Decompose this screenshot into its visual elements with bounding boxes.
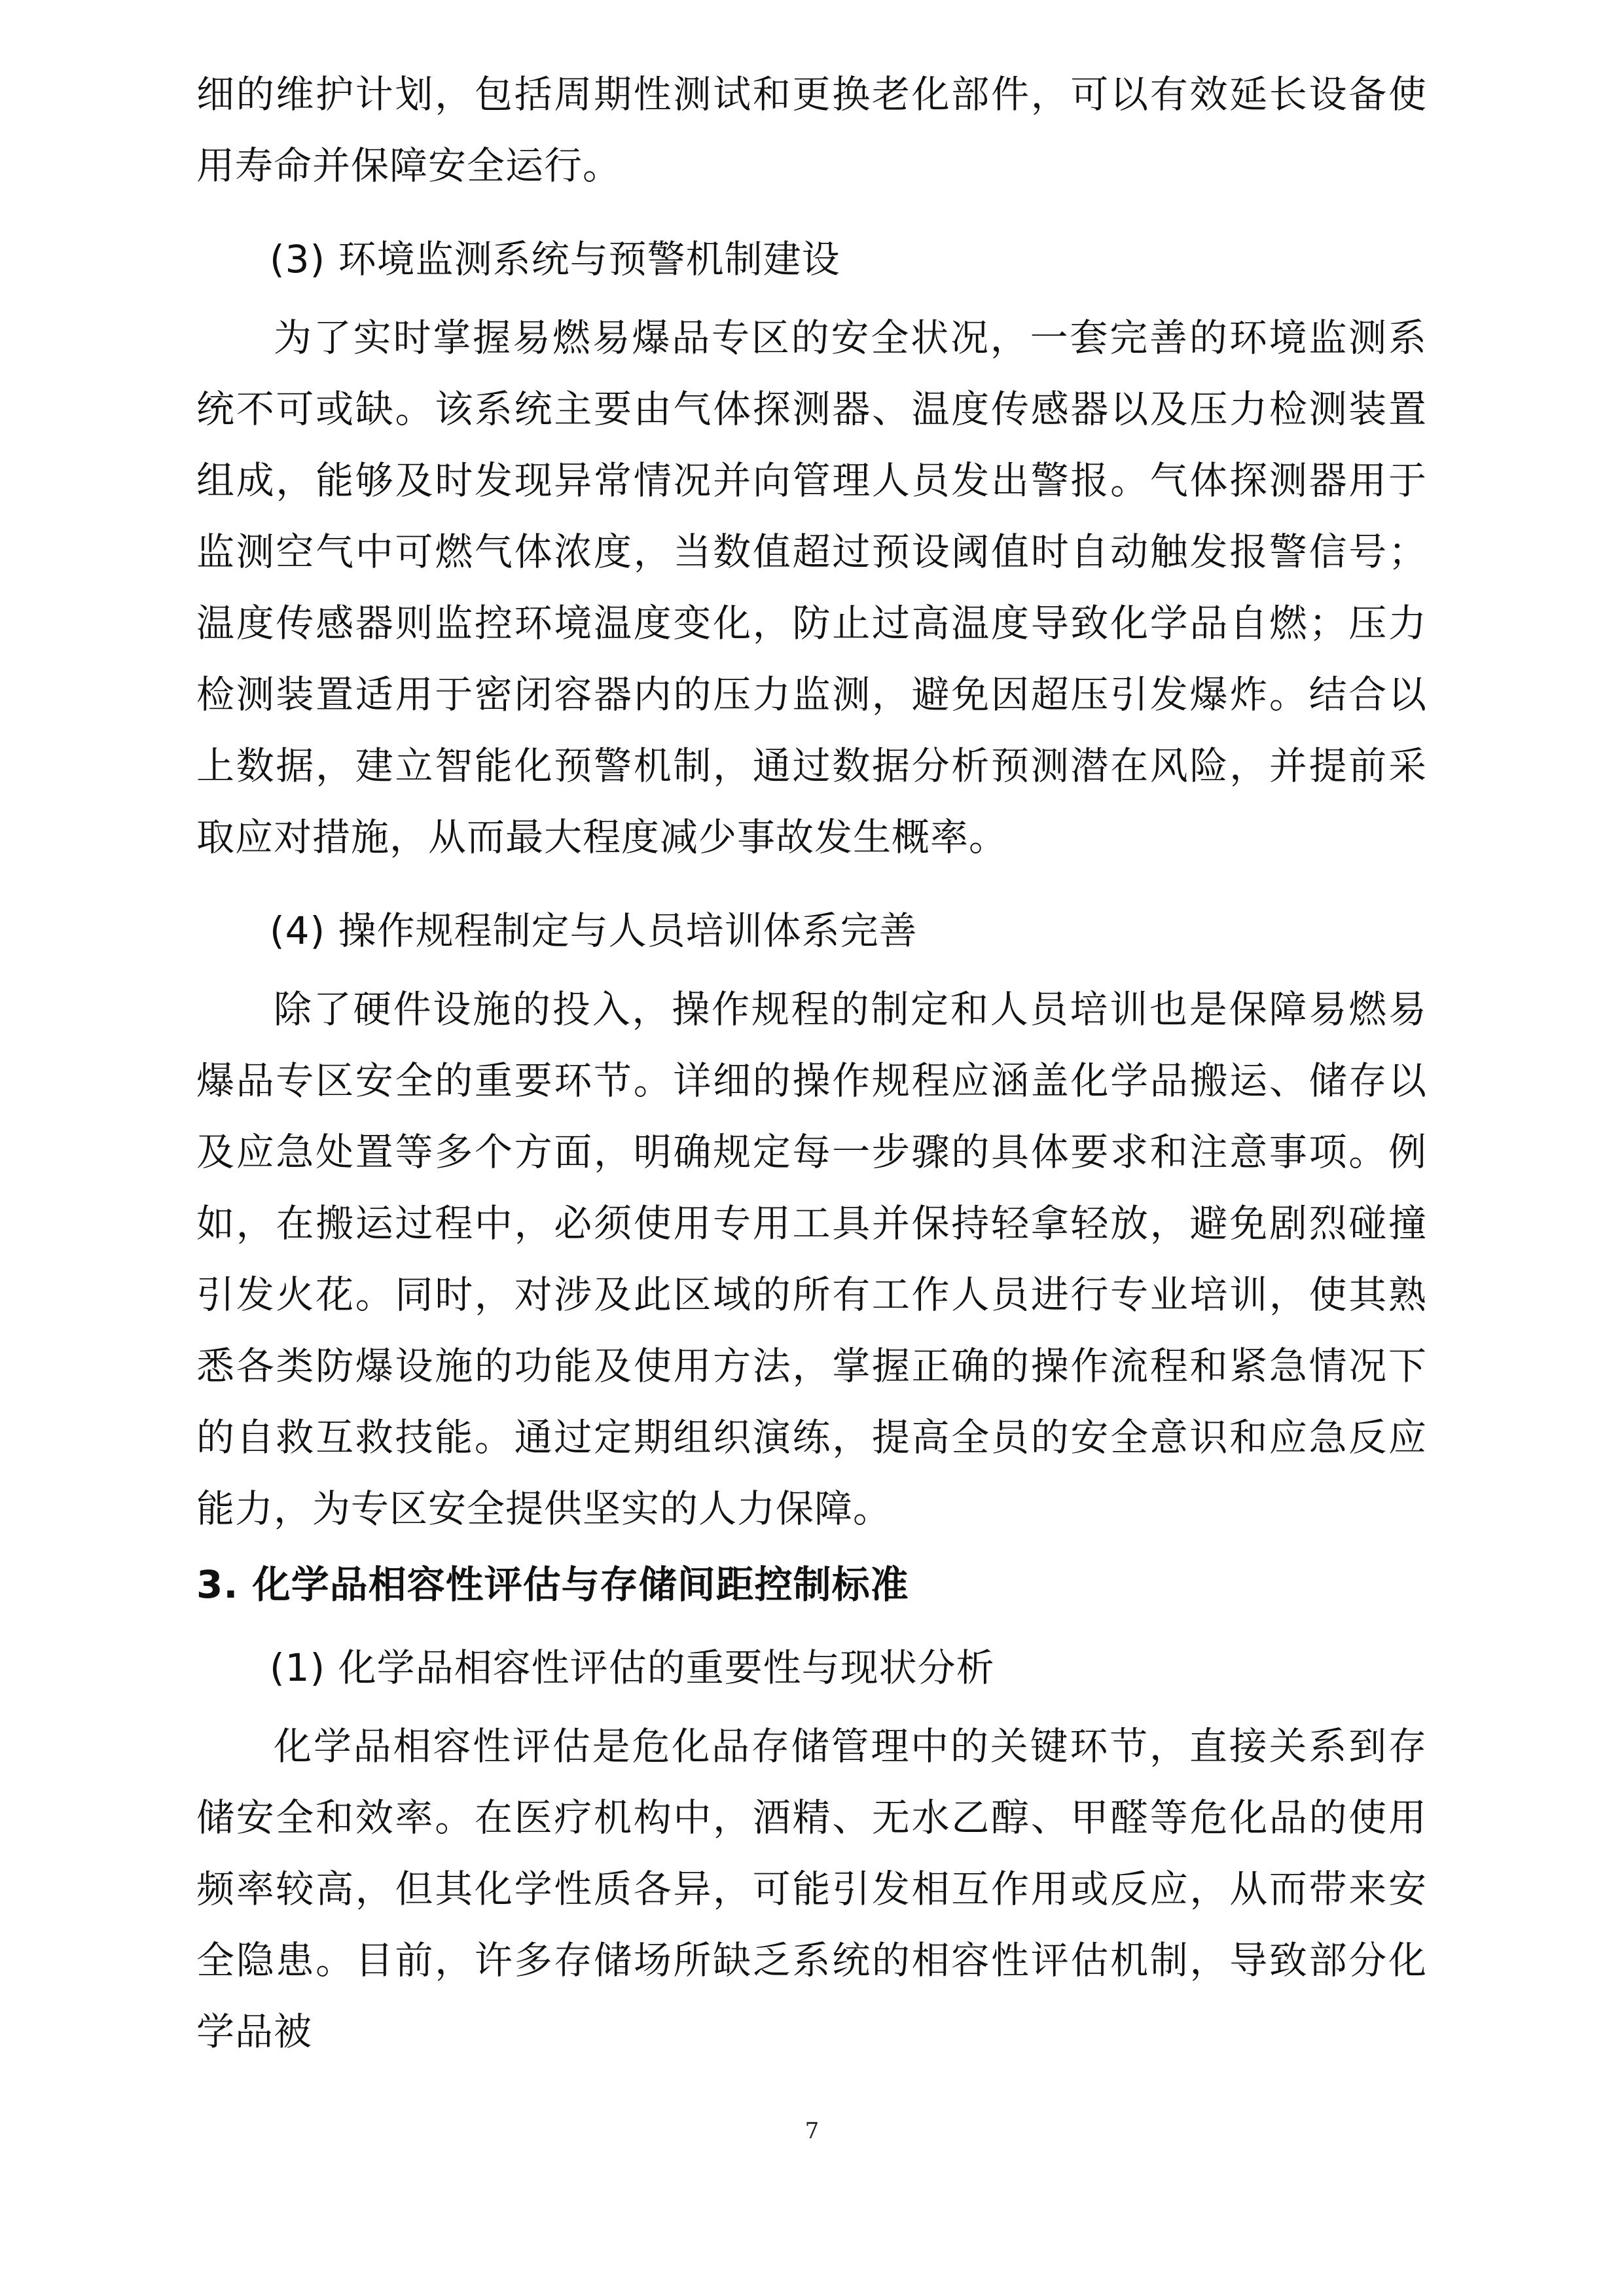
subheading-operating-procedures: (4) 操作规程制定与人员培训体系完善: [270, 908, 918, 953]
paragraph-operating-procedures: 除了硬件设施的投入，操作规程的制定和人员培训也是保障易燃易爆品专区安全的重要环节。详细的操作规程应涵盖化学品搬运、储存以及应急处置等多个方面，明确规定每一步骤的具体要求和注意事项。例如，在搬运过程中，必须使用专用工具并保持轻拿轻放，避免剧烈碰撞引发火花。同时，对涉及此区域的所有工作人员进行专业培训，使其熟悉各类防爆设施的功能及使用方法，掌握正确的操作流程和紧急情况下的自救互救技能。通过定期组织演练，提高全员的安全意识和应急反应能力，为专区安全提供坚实的人力保障。: [196, 987, 1427, 1531]
document-page: [196, 59, 1427, 2068]
section-heading-chemical-compatibility: 3. 化学品相容性评估与存储间距控制标准: [196, 1562, 909, 1607]
paragraph-compatibility-importance: 化学品相容性评估是危化品存储管理中的关键环节，直接关系到存储安全和效率。在医疗机构中，酒精、无水乙醇、甲醛等危化品的使用频率较高，但其化学性质各异，可能引发相互作用或反应，从而带来安全隐患。目前，许多存储场所缺乏系统的相容性评估机制，导致部分化学品被: [196, 1724, 1427, 2054]
paragraph-environment-monitoring: 为了实时掌握易燃易爆品专区的安全状况，一套完善的环境监测系统不可或缺。该系统主要由气体探测器、温度传感器以及压力检测装置组成，能够及时发现异常情况并向管理人员发出警报。气体探测器用于监测空气中可燃气体浓度，当数值超过预设阈值时自动触发报警信号；温度传感器则监控环境温度变化，防止过高温度导致化学品自燃；压力检测装置适用于密闭容器内的压力监测，避免因超压引发爆炸。结合以上数据，建立智能化预警机制，通过数据分析预测潜在风险，并提前采取应对措施，从而最大程度减少事故发生概率。: [196, 315, 1427, 859]
page-number: 7: [804, 2118, 820, 2144]
subheading-compatibility-importance: (1) 化学品相容性评估的重要性与现状分析: [270, 1645, 995, 1690]
continuation-paragraph: 细的维护计划，包括周期性测试和更换老化部件，可以有效延长设备使用寿命并保障安全运行。: [196, 72, 1427, 188]
subheading-environment-monitoring: (3) 环境监测系统与预警机制建设: [270, 237, 840, 281]
